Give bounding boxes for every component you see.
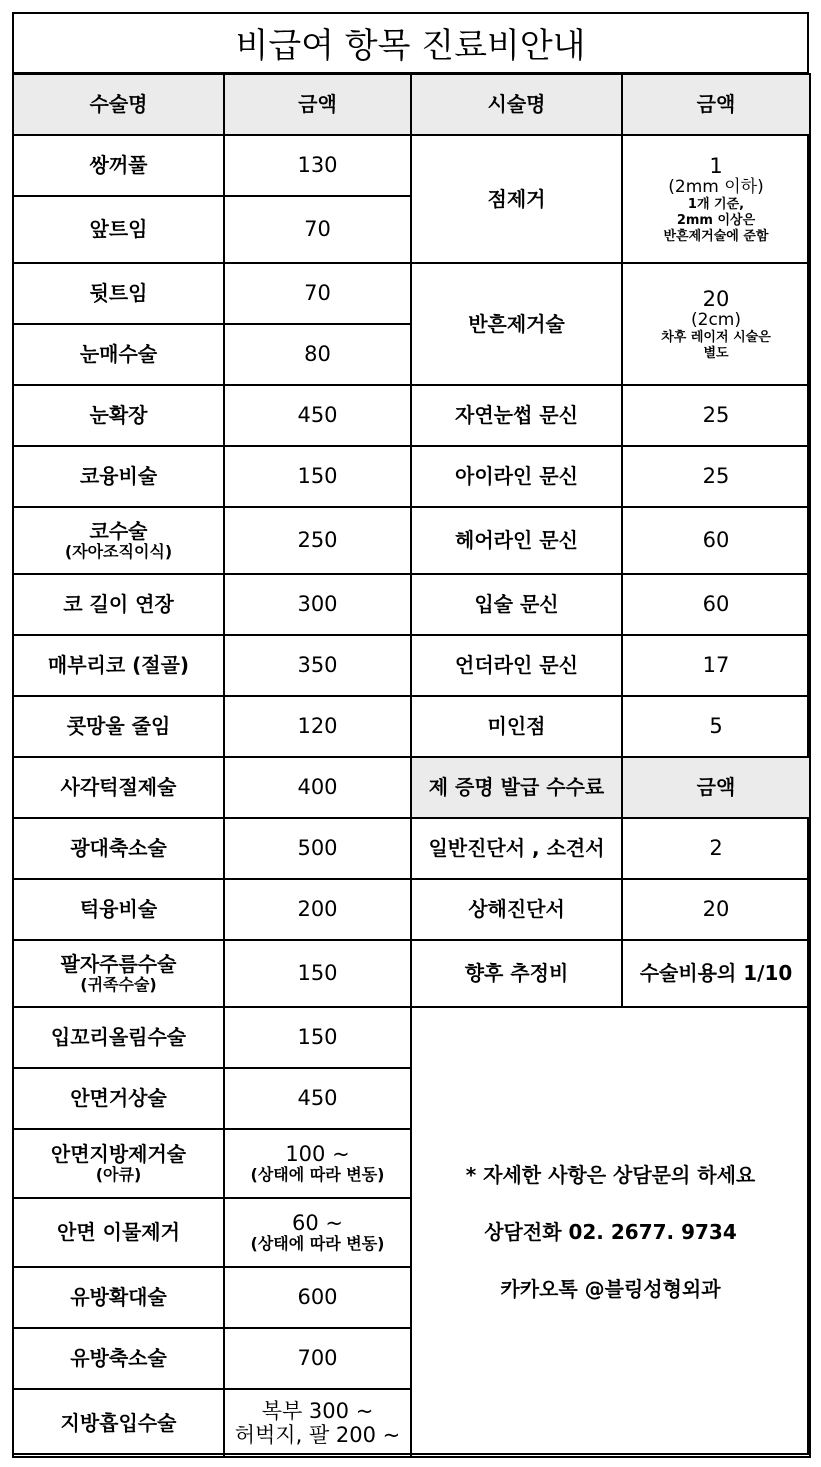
certificate-name: 향후 추정비 (411, 940, 622, 1007)
certificate-price: 수술비용의 1/10 (622, 940, 810, 1007)
notice-kakao: 카카오톡 @블링성형외과 (500, 1276, 721, 1301)
surgery-price-sub: (상태에 따라 변동) (250, 1165, 385, 1185)
table-row (13, 635, 810, 696)
surgery-name: 뒷트임 (13, 263, 224, 324)
procedure-name: 자연눈썹 문신 (411, 385, 622, 446)
surgery-name-cell (13, 940, 224, 1007)
surgery-price: 70 (224, 263, 411, 324)
procedure-note: 2mm 이상은 (676, 213, 756, 229)
procedure-name: 점제거 (411, 135, 622, 263)
procedure-price: 20 (702, 286, 730, 311)
table-row (13, 263, 810, 324)
procedure-price: 5 (622, 696, 810, 757)
surgery-name-sub: (자아조직이식) (64, 541, 173, 561)
surgery-price: 150 (224, 1007, 411, 1068)
surgery-name: 턱융비술 (13, 879, 224, 940)
table-row (13, 507, 810, 574)
procedure-price: 25 (622, 385, 810, 446)
table-header-row (13, 74, 810, 135)
header-price: 금액 (622, 74, 810, 135)
procedure-price-cell (622, 263, 810, 385)
surgery-price: 450 (224, 1068, 411, 1129)
procedure-name: 입술 문신 (411, 574, 622, 635)
header-price: 금액 (224, 74, 411, 135)
surgery-price-cell (224, 1129, 411, 1198)
surgery-price: 120 (224, 696, 411, 757)
table-row (13, 574, 810, 635)
procedure-name: 언더라인 문신 (411, 635, 622, 696)
header-procedure: 시술명 (411, 74, 622, 135)
table-row (13, 757, 810, 818)
certificate-price: 20 (622, 879, 810, 940)
surgery-price-cell (224, 1198, 411, 1267)
page-title: 비급여 항목 진료비안내 (12, 12, 809, 74)
procedure-price-cell (622, 135, 810, 263)
surgery-name-sub: (귀족수술) (80, 974, 157, 994)
procedure-name: 미인점 (411, 696, 622, 757)
surgery-price: 130 (224, 135, 411, 196)
surgery-price: 복부 300 ~ (261, 1398, 374, 1423)
surgery-name: 코 길이 연장 (13, 574, 224, 635)
table-row (13, 818, 810, 879)
procedure-price-sub: (2cm) (691, 309, 741, 330)
header-price: 금액 (622, 757, 810, 818)
surgery-name: 사각턱절제술 (13, 757, 224, 818)
table-row (13, 135, 810, 196)
surgery-price: 500 (224, 818, 411, 879)
header-surgery: 수술명 (13, 74, 224, 135)
table-row (13, 696, 810, 757)
procedure-price: 1 (709, 153, 723, 178)
surgery-price-sub: 허벅지, 팔 200 ~ (234, 1423, 401, 1447)
surgery-name: 코융비술 (13, 446, 224, 507)
procedure-note: 반흔제거술에 준함 (663, 228, 769, 244)
surgery-price: 60 ~ (292, 1211, 343, 1236)
surgery-price: 200 (224, 879, 411, 940)
surgery-name: 눈매수술 (13, 324, 224, 385)
procedure-name: 헤어라인 문신 (411, 507, 622, 574)
surgery-price: 100 ~ (285, 1142, 350, 1167)
procedure-name: 아이라인 문신 (411, 446, 622, 507)
notice-text: * 자세한 사항은 상담문의 하세요 (465, 1162, 756, 1187)
surgery-price: 700 (224, 1328, 411, 1389)
certificate-name: 상해진단서 (411, 879, 622, 940)
procedure-price-sub: (2mm 이하) (668, 176, 764, 197)
surgery-price: 150 (224, 446, 411, 507)
surgery-name: 눈확장 (13, 385, 224, 446)
surgery-name: 쌍꺼풀 (13, 135, 224, 196)
surgery-price: 70 (224, 196, 411, 263)
surgery-price: 300 (224, 574, 411, 635)
procedure-price: 60 (622, 507, 810, 574)
procedure-price: 17 (622, 635, 810, 696)
surgery-price: 150 (224, 940, 411, 1007)
surgery-name: 코수술 (89, 518, 148, 543)
surgery-price: 400 (224, 757, 411, 818)
table-row (13, 940, 810, 1007)
certificate-price: 2 (622, 818, 810, 879)
surgery-name: 앞트임 (13, 196, 224, 263)
surgery-name-sub: (아큐) (95, 1164, 142, 1184)
surgery-name: 유방축소술 (13, 1328, 224, 1389)
surgery-price: 600 (224, 1267, 411, 1328)
procedure-note: 차후 레이저 시술은 (661, 330, 771, 346)
surgery-name: 안면거상술 (13, 1068, 224, 1129)
surgery-price-cell (224, 1389, 411, 1457)
surgery-name-cell (13, 1129, 224, 1198)
procedure-note: 1개 기준, (687, 197, 745, 213)
surgery-price-sub: (상태에 따라 변동) (250, 1234, 385, 1254)
notice-phone: 상담전화 02. 2677. 9734 (484, 1219, 737, 1244)
surgery-name: 콧망울 줄임 (13, 696, 224, 757)
procedure-name: 반흔제거술 (411, 263, 622, 385)
table-row (13, 1007, 810, 1068)
surgery-name: 팔자주름수술 (60, 951, 177, 976)
surgery-price: 80 (224, 324, 411, 385)
notice-block (411, 1007, 810, 1457)
surgery-name: 광대축소술 (13, 818, 224, 879)
surgery-price: 350 (224, 635, 411, 696)
procedure-price: 60 (622, 574, 810, 635)
header-certificate: 제 증명 발급 수수료 (411, 757, 622, 818)
price-table (12, 73, 811, 1458)
surgery-name: 안면 이물제거 (13, 1198, 224, 1267)
surgery-name: 지방흡입수술 (13, 1389, 224, 1457)
surgery-name: 유방확대술 (13, 1267, 224, 1328)
procedure-price: 25 (622, 446, 810, 507)
surgery-name: 매부리코 (절골) (13, 635, 224, 696)
surgery-price: 450 (224, 385, 411, 446)
surgery-name-cell (13, 507, 224, 574)
certificate-name: 일반진단서 , 소견서 (411, 818, 622, 879)
surgery-name: 안면지방제거술 (50, 1141, 187, 1166)
surgery-price: 250 (224, 507, 411, 574)
table-row (13, 446, 810, 507)
surgery-name: 입꼬리올림수술 (13, 1007, 224, 1068)
procedure-note: 별도 (703, 345, 729, 361)
table-row (13, 879, 810, 940)
table-row (13, 385, 810, 446)
